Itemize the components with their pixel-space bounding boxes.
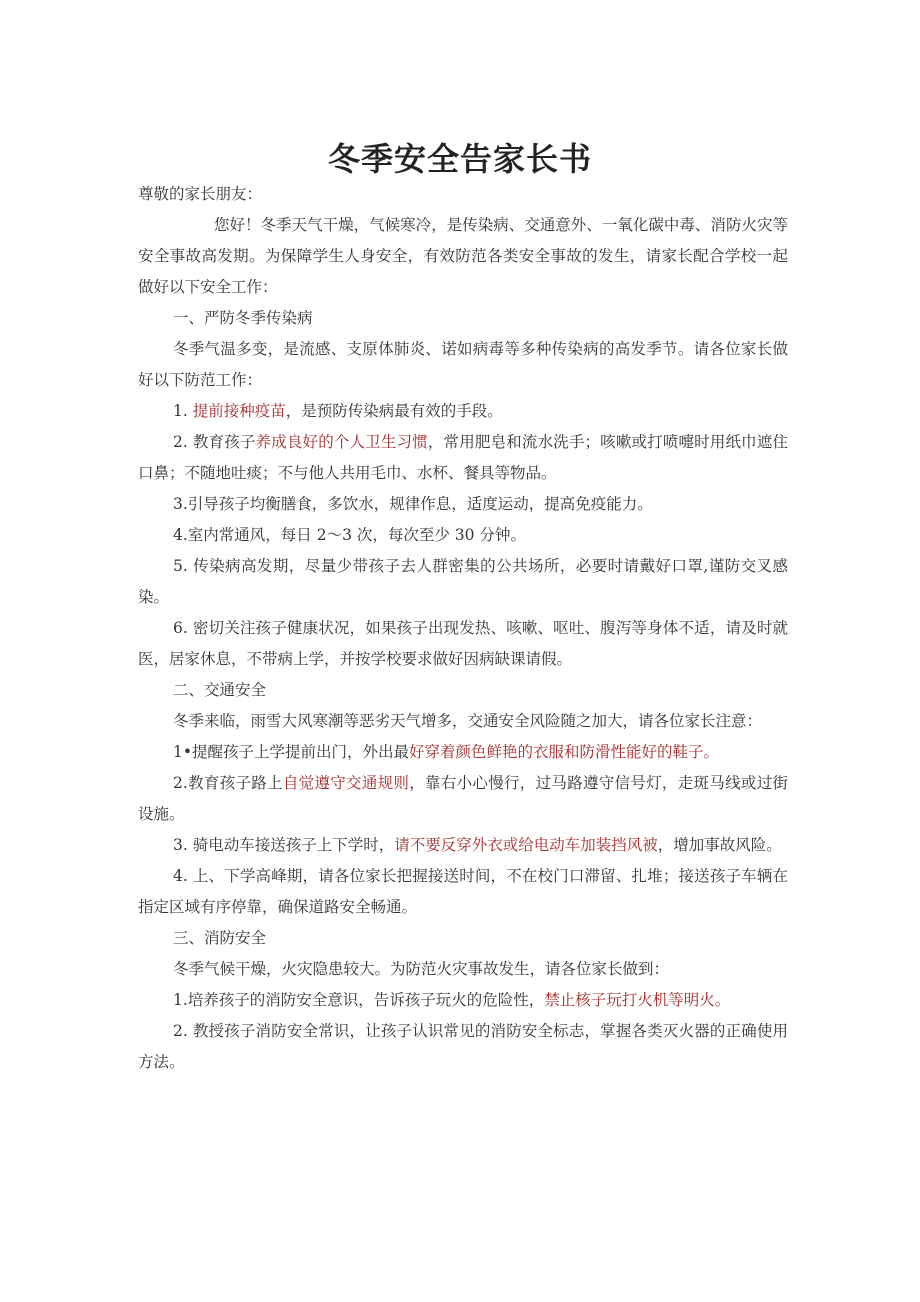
list-item: 6. 密切关注孩子健康状况，如果孩子出现发热、咳嗽、呕吐、腹泻等身体不适，请及时就医，居家休息，不带病上学，并按学校要求做好因病缺课请假。 <box>138 619 788 668</box>
section-lead-traffic-safety: 冬季来临，雨雪大风寒潮等恶劣天气增多，交通安全风险随之加大，请各位家长注意： <box>173 712 763 730</box>
list-item: 3.引导孩子均衡膳食，多饮水，规律作息，适度运动，提高免疫能力。 <box>173 495 653 513</box>
list-item: 3. 骑电动车接送孩子上下学时，请不要反穿外衣或给电动车加装挡风被，增加事故风险。 <box>173 836 782 854</box>
list-item: 2.教育孩子路上自觉遵守交通规则，靠右小心慢行，过马路遵守信号灯，走斑马线或过街设施。 <box>138 774 788 823</box>
list-item: 5. 传染病高发期，尽量少带孩子去人群密集的公共场所，必要时请戴好口罩,谨防交叉感染。 <box>138 557 788 606</box>
document-title: 冬季安全告家长书 <box>327 140 592 179</box>
highlight-text: 禁止核子玩打火机等明火。 <box>544 991 731 1009</box>
greeting: 尊敬的家长朋友： <box>138 185 263 203</box>
list-item: 4.室内常通风，每日 2～3 次，每次至少 30 分钟。 <box>173 526 526 544</box>
highlight-text: 请不要反穿外衣或给电动车加装挡风被 <box>394 836 658 854</box>
section-heading-traffic-safety: 二、交通安全 <box>173 681 267 699</box>
section-heading-fire-safety: 三、消防安全 <box>173 929 267 947</box>
section-lead-fire-safety: 冬季气候干燥，火灾隐患较大。为防范火灾事故发生，请各位家长做到： <box>173 960 670 978</box>
list-item: 2. 教育孩子养成良好的个人卫生习惯，常用肥皂和流水洗手；咳嗽或打喷嚏时用纸巾遮住口鼻；不随地吐痰；不与他人共用毛巾、水杯、餐具等物品。 <box>138 433 788 482</box>
section-lead-infectious-disease: 冬季气温多变，是流感、支原体肺炎、诺如病毒等多种传染病的高发季节。请各位家长做好以下防范工作： <box>138 340 788 389</box>
highlight-text: 养成良好的个人卫生习惯 <box>255 433 428 451</box>
highlight-text: 好穿着颜色鲜艳的衣服和防滑性能好的鞋子。 <box>409 743 720 761</box>
list-item: 2. 教授孩子消防安全常识，让孩子认识常见的消防安全标志，掌握各类灭火器的正确使用方法。 <box>138 1022 788 1071</box>
document-body <box>138 179 788 1078</box>
highlight-text: 提前接种疫苗 <box>192 402 286 420</box>
intro-paragraph: 您好！冬季天气干燥，气候寒冷，是传染病、交通意外、一氧化碳中毒、消防火灾等安全事故高发期。为保障学生人身安全，有效防范各类安全事故的发生，请家长配合学校一起做好以下安全工作： <box>138 216 788 296</box>
list-item: 1.培养孩子的消防安全意识，告诉孩子玩火的危险性，禁止核子玩打火机等明火。 <box>173 991 731 1009</box>
section-heading-infectious-disease: 一、严防冬季传染病 <box>173 309 313 327</box>
list-item: 1•提醒孩子上学提前出门，外出最好穿着颜色鲜艳的衣服和防滑性能好的鞋子。 <box>173 743 720 761</box>
list-item: 1. 提前接种疫苗，是预防传染病最有效的手段。 <box>173 402 503 420</box>
highlight-text: 自觉遵守交通规则 <box>282 774 410 792</box>
list-item: 4. 上、下学高峰期，请各位家长把握接送时间，不在校门口滞留、扎堆；接送孩子车辆在指定区域有序停靠，确保道路安全畅通。 <box>138 867 788 916</box>
